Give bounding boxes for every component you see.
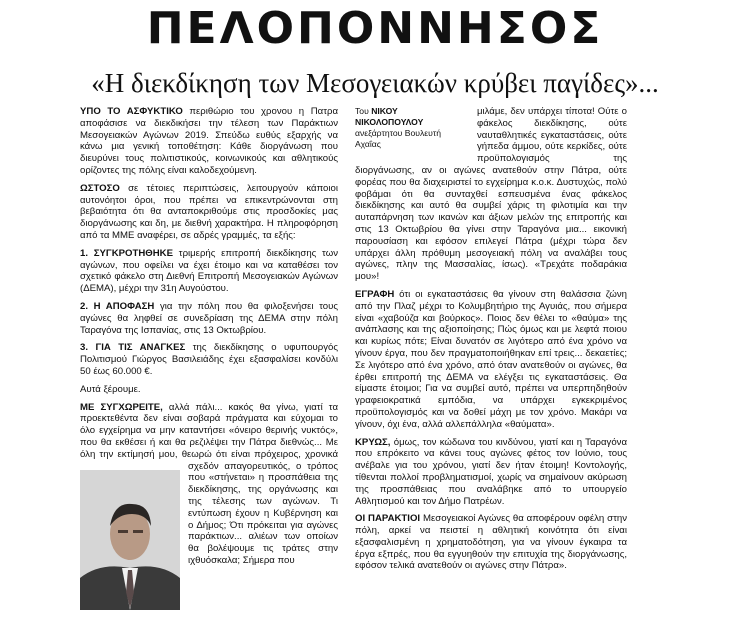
headline: «Η διεκδίκηση των Μεσογειακών κρύβει παγίδες»... [91,68,659,98]
paragraph-text: όμως, τον κώδωνα του κινδύνου, γιατί και η Ταραγόνα που επρόκειτο να κάνει τους αγώνες φέτος τον Ιούνιο, τους ανέβαλε για του χρόνου, γιατί δεν ήταν έτοιμη! Κοντολογής, τίθενται πολλοί προβληματισμοί, χωρίς να σημαίνουν ακύρωση της προσπάθειας που αναλάβηκε από το υπουργείο Αθλητισμού και τον Δήμο Πατρέων. [355,436,628,507]
paragraph: μιλάμε, δεν υπάρχει τίποτα! Ούτε ο φάκελος διεκδίκησης, ούτε ναυταθλητικές εγκαταστάσεις, ούτε γήπεδα άμμου, ούτε κερκίδες, ούτε προϋπολογισμός της διοργάνωσης, αν οι αγώνες ανατεθούν στην Πάτρα, ούτε φορέας που θα διαχειριστεί το εγχείρημα κ.ο.κ. Δυστυχώς, πολύ φοβάμαι ότι θα συνταχθεί εσπευσμένα ένας φάκελος διεκδίκησης και αυτό θα συμβεί χάρις τη φιλοτιμία και την αυταπάρνηση των ικανών και άξιων μελών της επιτροπής και στις 13 Οκτωβρίου θα γίνει στην Ταραγόνα μια... εικονική παρουσίαση και εφόσον επιλεγεί Πάτρα (μέχρι τώρα δεν υπάρχει άλλη πρόθυμη μεσογειακή πόλη να αναλάβει τους αγώνες, πλην της Μασσαλίας, ίσως). «Τρεχάτε ποδαράκια μου»! [355,106,627,283]
paragraph-text: της διεκδίκησης ο υφυπουργός Πολιτισμού Γιώργος Βασιλειάδης έχει εξασφαλίσει κονδύλι 50 έως 60.000 €. [80,342,339,377]
paragraph [355,513,627,572]
paragraph-text: περιθώριο του χρονου η Πατρα αποφάσισε να διεκδικήσει την τέλεση των Παράκτιων Μεσογειακών Αγώνων 2019. Σπεύδω ευθύς εξαρχής να κάνω μια γενική τοποθέτηση: Κάθε διοργάνωση που διευρύνει τους πολιτιστικούς, κοινωνικούς και αθλητικούς ορίζοντες της πόλης είναι καλοδεχούμενη. [80,106,338,176]
paragraph: Αυτά ξέρουμε. [80,383,141,395]
paragraph [80,183,338,242]
lead-in: 1. ΣΥΓΚΡΟΤΗΘΗΚΕ [80,247,173,259]
paragraph-text: αλλά πάλι... κακός θα γίνω, γιατί τα προεκτεθέντα δεν είναι σοβαρά πράγματα και εύχομαι το όλο εγχείρημα να μην καταντήσει «όνειρο θερινής νυκτός», που θα εκθέσει ή και θα ρεζιλέψει την Πάτρα διεθνώς... Με όλη την εκτίμησή μου, θεωρώ ότι είναι πρόχειρος, χρονικά σχεδόν απαγορευτικός, ο τρόπος που «στήνεται» η προσπάθεια της διεκδίκησης, της οργάνωσης και της τέλεσης των αγώνων. Τι εντύπωση έχουν η Κυβέρνηση και ο Δήμος; Ότι πρόκειται για αγώνες παράκτιων... αλιέων των οποίων θα βολέψουμε τις τράτες στην ιχθυόσκαλα; Σήμερα που [80,401,338,566]
byline [355,106,467,150]
paragraph-text: τριμερής επιτροπή διεκδίκησης των αγώνων, που οφείλει να έχει έτοιμο και να καταθέσει τον σχετικό φάκελο στη Διεθνή Επιτροπή Μεσογειακών Αγώνων (ΔΕΜΑ), μέχρι την 31η Αυγούστου. [80,247,338,295]
byline-prefix: Του [355,106,369,116]
author-name: ΝΙΚΟΥ ΝΙΚΟΛΟΠΟΥΛΟΥ [355,106,424,127]
lead-in: ΚΡΥΩΣ, [355,436,391,448]
lead-in: ΩΣΤΟΣΟ [80,182,120,194]
paragraph [80,301,338,336]
paragraph [355,289,627,431]
lead-in: 2. Η ΑΠΟΦΑΣΗ [80,300,155,312]
paragraph [80,342,338,377]
masthead: ΠΕΛΟΠΟΝΝΗΣΟΣ [146,3,604,54]
paragraph-text: για την πόλη που θα φιλοξενήσει τους αγώνες θα ληφθεί σε συνεδρίαση της ΔΕΜΑ στην πόλη Ταραγόνα της Ισπανίας, στις 13 Οκτωβρίου. [80,300,338,336]
paragraph-text: Μεσογειακοί Αγώνες θα αποφέρουν οφέλη στην πόλη, αρκεί να πειστεί η αθλητική κοινότητα ότι είναι εξασφαλισμένη η χρηματοδότηση, για να γίνουν έγκαιρα τα έργα εξπρές, που θα εγγυηθούν την επιτυχία της διοργάνωσης, εφόσον τελικά ανατεθούν οι αγώνες στην Πάτρα». [355,513,627,572]
lead-in: ΥΠΟ ΤΟ ΑΣΦΥΚΤΙΚΟ [80,106,183,117]
paragraph [80,106,338,177]
paragraph [80,248,338,295]
paragraph [355,437,627,508]
author-photo [80,470,180,610]
lead-in: ΟΙ ΠΑΡΑΚΤΙΟΙ [355,513,421,525]
author-role: ανεξάρτητου Βουλευτή Αχαΐας [355,128,441,149]
lead-in: ΜΕ ΣΥΓΧΩΡΕΙΤΕ, [80,401,163,413]
lead-in: 3. ΓΙΑ ΤΙΣ ΑΝΑΓΚΕΣ [80,342,186,354]
lead-in: ΕΓΡΑΦΗ [355,288,395,300]
article-column-2 [355,106,627,578]
portrait-image [80,470,180,610]
paragraph-text: ότι οι εγκαταστάσεις θα γίνουν στη θαλάσσια ζώνη από την Πλαζ μέχρι το Κολυμβητήριο της Αγυιάς, που σήμερα είναι «χαβούζα και βούρκος». Ποιος δεν θέλει το «θαύμα» της ανάπλασης και της αξιοποίησης; Πώς όμως και με λεφτά ποιου και κυρίως πότε; Είναι δυνατόν σε λιγότερο από ένα χρόνο να γίνουν έργα, που δεν πραγματοποιήθηκαν επί τρεις... δεκαετίες; Σε λιγότερο από ένα χρόνο, από όταν ανατεθούν οι αγώνες, θα έρθει επιτροπή της ΔΕΜΑ να ελέγξει τις εγκαταστάσεις. Θα είμαστε έτοιμοι; Για να συμβεί αυτό, πρέπει να υπερπηδηθούν γραφειοκρατικά εμπόδια, να υπάρχει εγκεκριμένος προϋπολογισμός και να δοθεί μάχη με τον χρόνο. Μακάρι να γίνουν, όχι ένα, αλλά αλλεπάλληλα «θαύματα». [355,288,627,430]
paragraph-text: σε τέτοιες περιπτώσεις, λειτουργούν κάποιοι αυτονόητοι όροι, που πρέπει να επικεντρώνονται στη βεβαιότητα ότι θα ανταποκριθούμε στις προσδοκίες μας διοργάνωσης και δη, με διεθνή χαρακτήρα. Η πληροφόρηση από τα ΜΜΕ αναφέρει, σε αδρές γραμμές, τα εξής: [80,182,338,241]
